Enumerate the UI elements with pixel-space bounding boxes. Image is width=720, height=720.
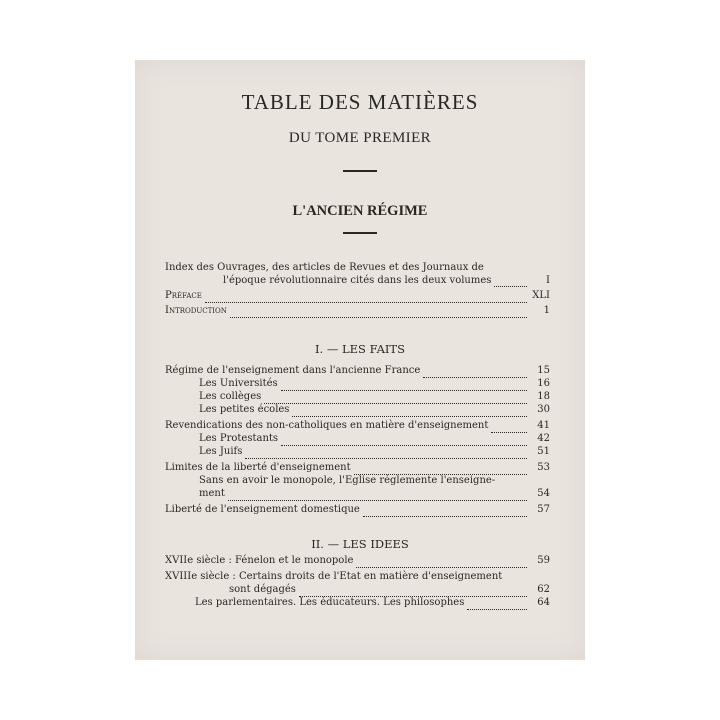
section-title: L'ANCIEN RÉGIME <box>292 203 428 219</box>
toc-page-number: 30 <box>537 404 550 415</box>
toc-entry-text: Les parlementaires. Les éducateurs. Les philosophes <box>195 597 465 608</box>
toc-entry-text: Régime de l'enseignement dans l'ancienne France <box>165 365 421 376</box>
leader-dots <box>281 436 527 446</box>
toc-page-number: 62 <box>537 584 550 595</box>
toc-entry <box>229 584 550 597</box>
toc-entry <box>199 488 550 501</box>
toc-entry <box>199 404 550 417</box>
leader-dots <box>205 293 527 303</box>
leader-dots <box>363 507 527 517</box>
toc-page-number: 41 <box>537 420 550 431</box>
toc-page-number: 42 <box>537 433 550 444</box>
toc-page-number: 18 <box>537 391 550 402</box>
toc-page-number: 16 <box>537 378 550 389</box>
leader-dots <box>228 491 527 501</box>
toc-entry-text: ment <box>199 488 225 499</box>
toc-entry-text: Limites de la liberté d'enseignement <box>165 462 351 473</box>
toc-entry <box>199 378 550 391</box>
toc-entry-text: Revendications des non-catholiques en matière d'enseignement <box>165 420 489 431</box>
leader-dots <box>354 465 527 475</box>
toc-entry <box>165 420 550 433</box>
toc-entry-text: sont dégagés <box>229 584 296 595</box>
toc-entry-text: Les Juifs <box>199 446 243 457</box>
toc-entry <box>199 433 550 446</box>
toc-entry-text: Introduction <box>165 305 227 316</box>
toc-page-number: 1 <box>543 305 550 316</box>
toc-page-number: 51 <box>537 446 550 457</box>
leader-dots <box>264 394 527 404</box>
toc-page-number: 59 <box>537 555 550 566</box>
divider-rule <box>343 232 377 234</box>
toc-page-number: 53 <box>537 462 550 473</box>
toc-entry <box>165 462 550 475</box>
leader-dots <box>467 600 527 610</box>
leader-dots <box>299 587 527 597</box>
divider-rule <box>343 170 377 172</box>
toc-page-number: 54 <box>537 488 550 499</box>
toc-page-number: I <box>546 274 550 286</box>
toc-page-number: XLI <box>532 290 550 301</box>
toc-entry <box>165 504 550 517</box>
toc-entry-text: Les Universités <box>199 378 278 389</box>
toc-entry-introduction <box>165 305 550 318</box>
toc-page-number: 15 <box>537 365 550 376</box>
toc-entry <box>199 446 550 459</box>
leader-dots <box>281 381 527 391</box>
leader-dots <box>494 277 527 287</box>
toc-entry-text: Les petites écoles <box>199 404 290 415</box>
toc-entry-preface <box>165 290 550 303</box>
toc-entry <box>195 597 550 610</box>
toc-entry-index <box>165 262 550 287</box>
toc-entry <box>165 555 550 568</box>
toc-entry <box>165 365 550 378</box>
toc-entry <box>199 391 550 404</box>
toc-entry-text: l'époque révolutionnaire cités dans les deux volumes <box>223 274 492 286</box>
toc-entry-text: Les collèges <box>199 391 262 402</box>
leader-dots <box>356 558 527 568</box>
part-heading: II. — LES IDEES <box>311 537 409 551</box>
book-page <box>135 60 585 660</box>
toc-entry <box>199 475 550 488</box>
toc-entry-text: XVIIIe siècle : Certains droits de l'Etat en matière d'enseignement <box>165 571 503 582</box>
toc-entry-text: Les Protestants <box>199 433 279 444</box>
toc-entry-text: Préface <box>165 290 202 301</box>
toc-entry-text: Sans en avoir le monopole, l'Eglise réglemente l'enseigne- <box>199 475 496 486</box>
page-subtitle: DU TOME PREMIER <box>288 130 432 146</box>
toc-entry <box>165 571 550 584</box>
leader-dots <box>230 308 527 318</box>
toc-entry-text: Liberté de l'enseignement domestique <box>165 504 360 515</box>
leader-dots <box>491 423 527 433</box>
page-title: TABLE DES MATIÈRES <box>241 90 479 114</box>
toc-entry-text: XVIIe siècle : Fénelon et le monopole <box>165 555 354 566</box>
leader-dots <box>423 368 527 378</box>
leader-dots <box>292 407 527 417</box>
toc-page-number: 64 <box>537 597 550 608</box>
toc-entry-text: Index des Ouvrages, des articles de Revues et des Journaux de <box>165 262 484 273</box>
leader-dots <box>245 449 527 459</box>
toc-page-number: 57 <box>537 504 550 515</box>
part-heading: I. — LES FAITS <box>315 342 405 356</box>
